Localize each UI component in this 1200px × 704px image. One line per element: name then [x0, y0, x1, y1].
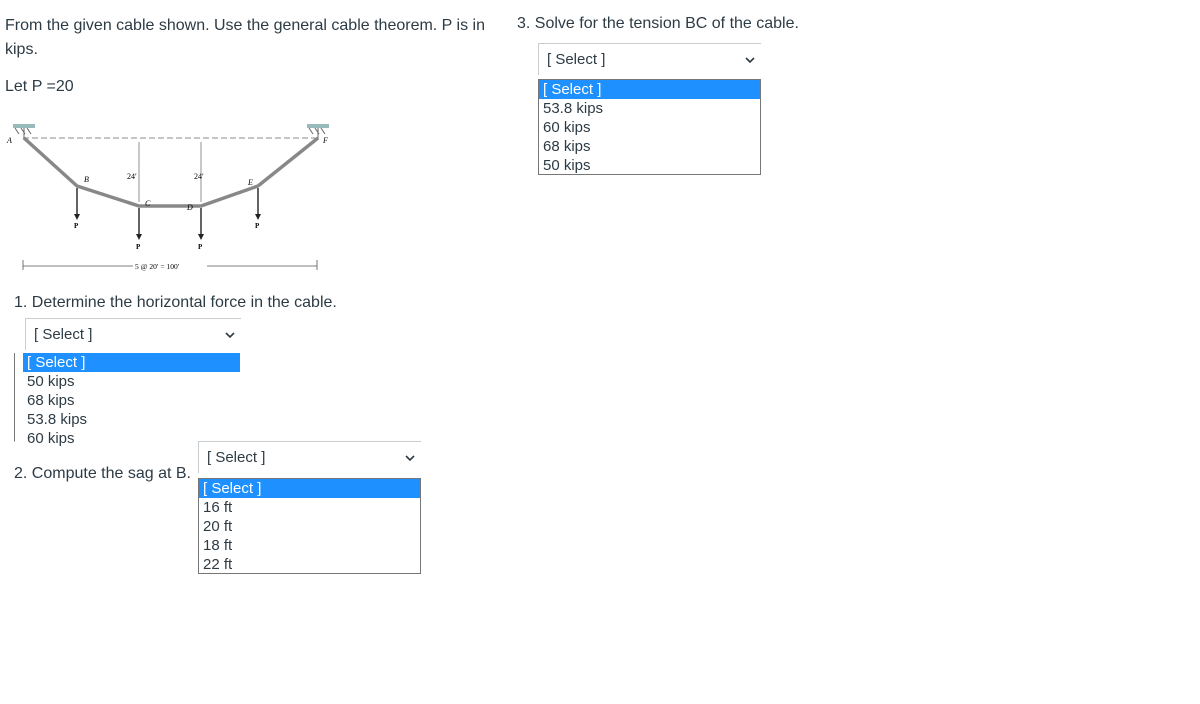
- dim-24-left: 24′: [127, 172, 137, 181]
- q1-select-value: [ Select ]: [34, 326, 93, 343]
- q3-options-list: [538, 79, 761, 175]
- question-1: 1. Determine the horizontal force in the cable.: [14, 294, 337, 311]
- q2-select[interactable]: [198, 441, 421, 473]
- question-2: 2. Compute the sag at B.: [14, 465, 191, 482]
- label-a: A: [7, 136, 12, 145]
- cable: [24, 138, 318, 206]
- q1-option[interactable]: 60 kips: [27, 430, 75, 447]
- q1-options-list: [14, 353, 241, 447]
- load-label-b: P: [74, 222, 79, 230]
- label-f: F: [323, 136, 328, 145]
- q2-option[interactable]: 18 ft: [203, 537, 233, 554]
- label-d: D: [187, 203, 193, 212]
- problem-statement: From the given cable shown. Use the general cable theorem. P is in kips.: [5, 17, 485, 58]
- q2-option[interactable]: 22 ft: [203, 556, 233, 573]
- given-load: Let P =20: [5, 78, 74, 95]
- q3-option[interactable]: [ Select ]: [539, 80, 760, 99]
- q3-option[interactable]: 50 kips: [543, 157, 591, 174]
- q2-option[interactable]: 20 ft: [203, 518, 233, 535]
- q2-option[interactable]: 16 ft: [203, 499, 233, 516]
- question-3: 3. Solve for the tension BC of the cable.: [517, 15, 799, 32]
- q3-option[interactable]: 68 kips: [543, 138, 591, 155]
- q3-option[interactable]: 60 kips: [543, 119, 591, 136]
- support-a: [13, 124, 35, 140]
- q2-option[interactable]: [ Select ]: [199, 479, 420, 498]
- load-label-e: P: [255, 222, 260, 230]
- q1-option[interactable]: 53.8 kips: [27, 411, 88, 428]
- q1-select[interactable]: [25, 318, 241, 350]
- label-c: C: [145, 199, 151, 208]
- q1-option[interactable]: 68 kips: [27, 392, 75, 409]
- q3-select[interactable]: [538, 43, 761, 75]
- q2-select-value: [ Select ]: [207, 449, 266, 466]
- q1-option[interactable]: [ Select ]: [23, 353, 240, 372]
- label-e: E: [248, 178, 253, 187]
- q1-option[interactable]: 50 kips: [27, 373, 75, 390]
- cable-diagram: [5, 118, 335, 278]
- dim-24-right: 24′: [194, 172, 204, 181]
- q3-select-value: [ Select ]: [547, 51, 606, 68]
- span-dimension: 5 @ 20′ = 100′: [135, 262, 180, 271]
- q3-option[interactable]: 53.8 kips: [543, 100, 604, 117]
- load-label-c: P: [136, 243, 141, 251]
- load-label-d: P: [198, 243, 203, 251]
- q2-options-list: [198, 478, 421, 574]
- label-b: B: [84, 175, 89, 184]
